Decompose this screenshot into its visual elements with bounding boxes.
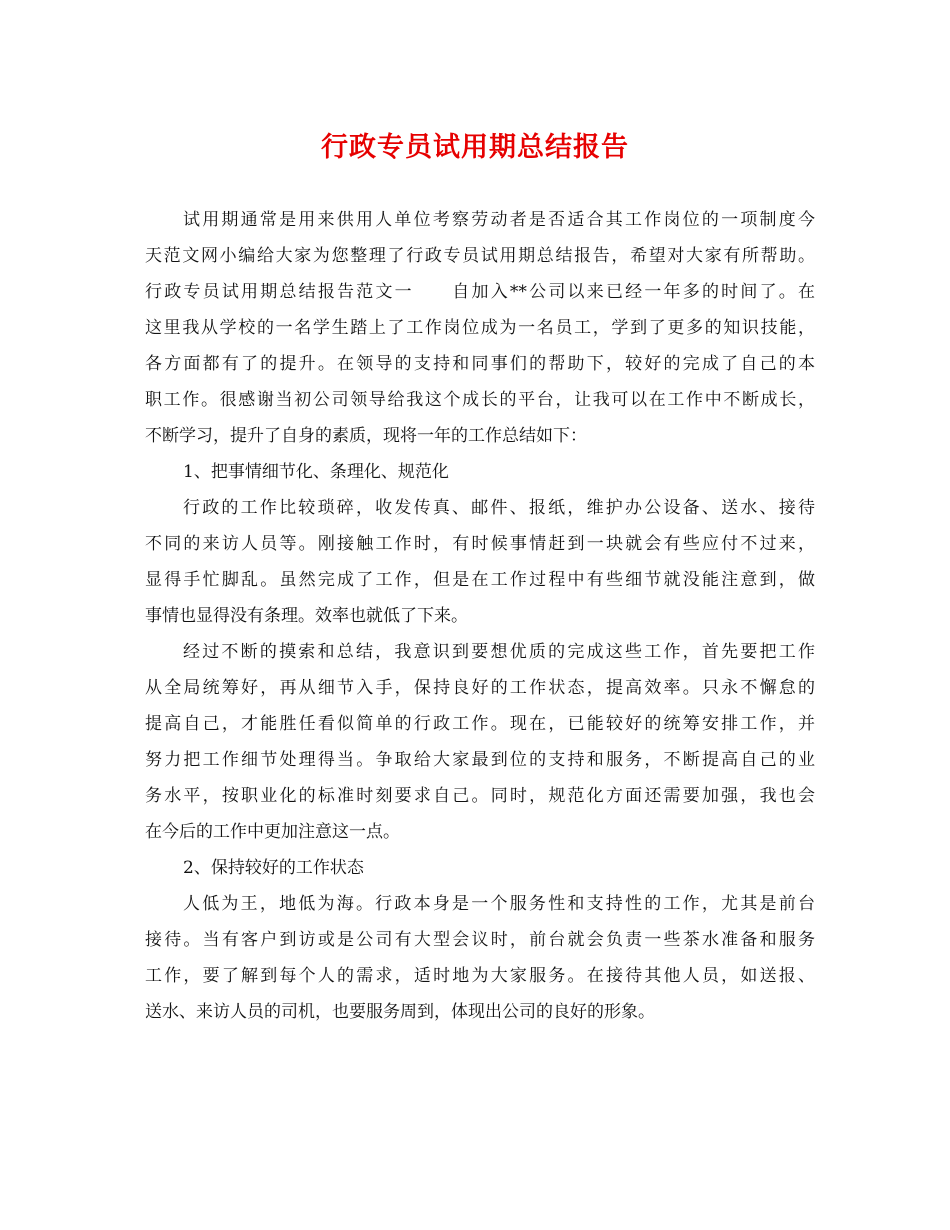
body-line: 务水平，按职业化的标准时刻要求自己。同时，规范化方面还需要加强，我也会 <box>145 786 815 806</box>
document-body <box>145 202 815 1030</box>
section-heading: 2、保持较好的工作状态 <box>183 858 364 878</box>
body-line: 努力把工作细节处理得当。争取给大家最到位的支持和服务，不断提高自己的业 <box>145 750 815 770</box>
section-heading: 1、把事情细节化、条理化、规范化 <box>183 462 449 482</box>
body-line: 经过不断的摸索和总结，我意识到要想优质的完成这些工作，首先要把工作 <box>183 642 815 662</box>
body-line: 送水、来访人员的司机，也要服务周到，体现出公司的良好的形象。 <box>145 1002 655 1022</box>
body-line: 试用期通常是用来供用人单位考察劳动者是否适合其工作岗位的一项制度今 <box>183 210 815 230</box>
body-line: 天范文网小编给大家为您整理了行政专员试用期总结报告，希望对大家有所帮助。 <box>145 246 815 266</box>
body-line: 行政的工作比较琐碎，收发传真、邮件、报纸，维护办公设备、送水、接待 <box>183 498 815 518</box>
body-line: 接待。当有客户到访或是公司有大型会议时，前台就会负责一些茶水准备和服务 <box>145 930 815 950</box>
body-line: 提高自己，才能胜任看似简单的行政工作。现在，已能较好的统筹安排工作，并 <box>145 714 815 734</box>
body-line: 从全局统筹好，再从细节入手，保持良好的工作状态，提高效率。只永不懈怠的 <box>145 678 815 698</box>
body-line: 不同的来访人员等。刚接触工作时，有时候事情赶到一块就会有些应付不过来， <box>145 534 815 554</box>
body-line: 不断学习，提升了自身的素质，现将一年的工作总结如下： <box>145 426 587 446</box>
body-line: 事情也显得没有条理。效率也就低了下来。 <box>145 606 468 626</box>
body-line: 工作，要了解到每个人的需求，适时地为大家服务。在接待其他人员，如送报、 <box>145 966 815 986</box>
body-line: 人低为王，地低为海。行政本身是一个服务性和支持性的工作，尤其是前台 <box>183 894 815 914</box>
body-line: 行政专员试用期总结报告范文一 自加入**公司以来已经一年多的时间了。在 <box>145 282 815 302</box>
body-line: 显得手忙脚乱。虽然完成了工作，但是在工作过程中有些细节就没能注意到，做 <box>145 570 815 590</box>
body-line: 在今后的工作中更加注意这一点。 <box>145 822 400 842</box>
body-line: 职工作。很感谢当初公司领导给我这个成长的平台，让我可以在工作中不断成长， <box>145 390 815 410</box>
body-line: 各方面都有了的提升。在领导的支持和同事们的帮助下，较好的完成了自己的本 <box>145 354 815 374</box>
body-line: 这里我从学校的一名学生踏上了工作岗位成为一名员工，学到了更多的知识技能， <box>145 318 815 338</box>
document-title: 行政专员试用期总结报告 <box>321 132 629 163</box>
